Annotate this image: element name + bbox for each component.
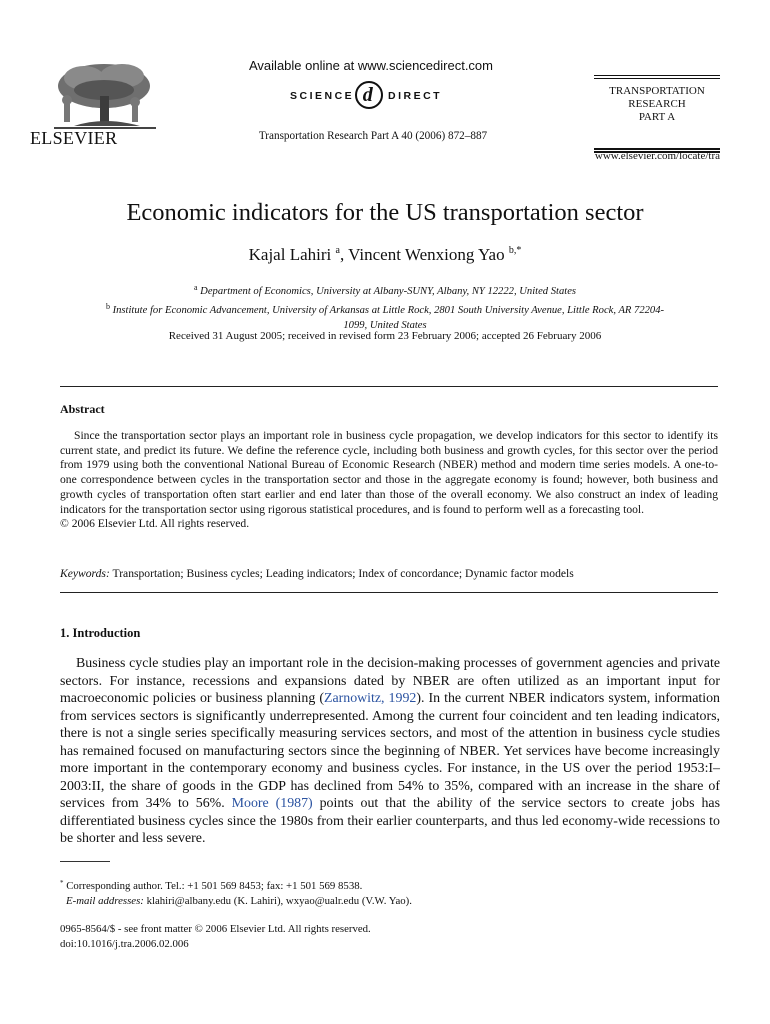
citation-link[interactable]: Zarnowitz, 1992 xyxy=(323,691,417,706)
issn-line: 0965-8564/$ - see front matter © 2006 Elsevier Ltd. All rights reserved. xyxy=(60,923,371,935)
received-dates: Received 31 August 2005; received in revised form 23 February 2006; accepted 26 February 2006 xyxy=(168,330,602,342)
author-name[interactable]: Vincent Wenxiong Yao xyxy=(348,245,505,264)
divider xyxy=(594,78,720,79)
elsevier-tree-logo xyxy=(44,60,164,132)
email-list[interactable]: klahiri@albany.edu (K. Lahiri), wxyao@ualr.edu (V.W. Yao). xyxy=(146,894,412,907)
front-matter xyxy=(60,922,718,951)
journal-title-line-3: PART A xyxy=(638,111,676,124)
affiliations xyxy=(100,280,670,333)
intro-paragraph xyxy=(60,655,720,848)
abstract-heading: Abstract xyxy=(60,402,105,416)
keywords-label: Keywords: xyxy=(60,567,110,580)
journal-url[interactable]: www.elsevier.com/locate/tra xyxy=(594,150,720,162)
journal-citation: Transportation Research Part A 40 (2006) 872–887 xyxy=(258,130,488,142)
author-list: Kajal Lahiri $^a$, Vincent Wenxiong Yao $^{b,*}$ xyxy=(248,245,522,264)
sciencedirect-logo xyxy=(270,78,470,114)
sd-science-label: SCIENCE xyxy=(290,90,355,102)
publisher-name: ELSEVIER xyxy=(30,128,118,148)
journal-title-line-1: TRANSPORTATION xyxy=(609,85,705,98)
sd-direct-label: DIRECT xyxy=(388,90,443,102)
footnote-marker: * xyxy=(60,879,64,887)
footnote xyxy=(60,876,718,908)
journal-title-line-2: RESEARCH xyxy=(628,98,686,111)
keywords xyxy=(60,567,718,580)
affiliation-marker[interactable]: a xyxy=(335,245,340,256)
affiliation-a xyxy=(100,280,670,299)
article-title: Economic indicators for the US transportation sector xyxy=(126,199,644,226)
keywords-list: Transportation; Business cycles; Leading indicators; Index of concordance; Dynamic factor models xyxy=(112,567,574,580)
affiliation-text: Institute for Economic Advancement, University of Arkansas at Little Rock, 2801 South University Avenue, Little Rock, AR 72204-1099, United States xyxy=(112,305,665,331)
citation-link[interactable]: Moore (1987) xyxy=(231,796,313,811)
email-addresses xyxy=(60,894,718,909)
abstract-body xyxy=(60,429,718,532)
paragraph-text: points out that the ability of the service sectors to create jobs has differentiated business cycles since the 1980s from their earlier counterparts, and thus led economy-wide recessions to be shorter and less severe. xyxy=(60,796,720,846)
affiliation-b xyxy=(100,299,670,333)
sciencedirect-at-icon xyxy=(354,80,384,110)
available-online[interactable]: Available online at www.sciencedirect.com xyxy=(249,58,493,73)
paragraph-text: ). In the current NBER indicators system, information from services sectors is significantly underrepresented. Among the current four coincident and ten leading indicators, there is not a single series specifically measuring services sectors, and most of the attention in business cycle studies has remained focused on manufacturing sectors since the beginning of NBER. Yet services have become increasingly more important in the contemporary economy and business cycles. For instance, in the US over the period 1953:I–2003:II, the share of goods in the GDP has declined from 54% to 35%, compared with an increase in the share of services from 34% to 56%. xyxy=(60,691,721,811)
divider xyxy=(60,386,718,387)
svg-text:d: d xyxy=(362,84,376,106)
paragraph-text: Business cycle studies play an important role in the decision-making processes of government agencies and private sectors. For instance, recessions and expansions dated by NBER are often utilized as an important input for macroeconomic policies or business planning ( xyxy=(60,656,720,706)
journal-title-box xyxy=(594,75,720,154)
corresponding-author xyxy=(60,876,718,894)
section-heading: 1. Introduction xyxy=(60,626,141,640)
abstract-text: Since the transportation sector plays an important role in business cycle propagation, we develop indicators for this sector to identify its current state, and predict its future. We define the reference cycle, including both business and growth cycles, for this sector over the period from 1979 using both the conventional National Bureau of Economic Research (NBER) method and modern time series models. A one-to-one correspondence between cycles in the transportation sector and those in the aggregate economy is found; however, both business and growth cycles of transportation often start earlier and end later than those of the overall economy. We also construct an index of leading indicators for the transportation sector using rigorous statistical procedures, and is found to perform well as a forecasting tool. xyxy=(60,429,718,516)
affiliation-marker[interactable]: b,* xyxy=(508,245,522,256)
footnote-divider xyxy=(60,861,110,862)
affiliation-text: Department of Economics, University at Albany-SUNY, Albany, NY 12222, United States xyxy=(200,286,577,297)
tree-icon xyxy=(44,60,164,132)
footnote-text: Corresponding author. Tel.: +1 501 569 8453; fax: +1 501 569 8538. xyxy=(66,880,363,892)
affiliation-marker: a xyxy=(193,283,198,292)
affiliation-marker: b xyxy=(105,302,110,311)
doi-line[interactable]: doi:10.1016/j.tra.2006.02.006 xyxy=(60,937,189,950)
divider xyxy=(594,75,720,76)
author-name[interactable]: Kajal Lahiri xyxy=(248,245,332,264)
copyright: © 2006 Elsevier Ltd. All rights reserved. xyxy=(60,517,250,531)
email-label: E-mail addresses: xyxy=(66,894,144,907)
divider xyxy=(60,592,718,593)
